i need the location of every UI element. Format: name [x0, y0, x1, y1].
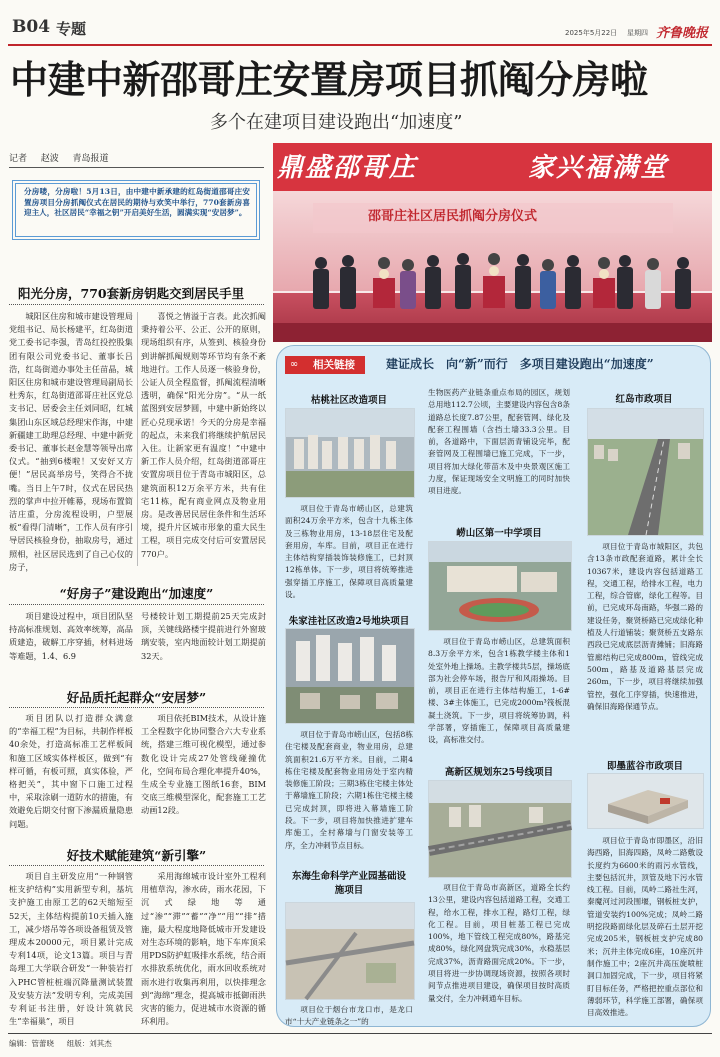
section2-col1: 项目建设过程中，项目团队坚持高标准规划、高效率统筹，高品质建造，破解工序穿插，材料进场等难题，1.4、6.9 [9, 611, 133, 661]
section1-col1: 城阳区住房和城市建设管理局党组书记、局长杨建平，红岛街道党工委书记李强，青岛红投控股集团有限公司党委书记、董事长吕浩，红岛街道办事处主任苗晶，城阳区住房和城市建设管理局副局长杜秀东，红岛街道邵哥庄社区党总支书记、居委会主任刘同昭，红城集团山东区域总经理宋作海，中建新疆建工助理总经理、中建中新党委书记、董事长赵金慧等领导出席仪式。“抽到6楼啦！又安好又方便！”居民高举房号，笑得合不拢嘴。当日上午7时，仪式在居民热烈的掌声中拉开帷幕，现场布置简洁庄重，分房流程设明，户型展板“看得门清晰”，工作人员有序引导居民核验身份，抽取房号，通过照相，社区居民选到了自己心仪的房子， [9, 311, 133, 572]
project-title: 朱家洼社区改造2号地块项目 [288, 616, 410, 627]
section3-col1: 项目团队以打造群众满意的“幸福工程”为目标，共制作样板40余处，打造高标准工艺样板间和施工区域实体样板区，做到“有样可循，有板可照，真实体验，严格把关”，其中窗下口施工过程中，采取涂刷一道防水的措施，有效避免后期交付窗下渗漏质量隐患问题。 [9, 713, 133, 829]
newspaper-logo: 齐鲁晚报 [656, 26, 709, 41]
banner-backdrop-text: 邵哥庄社区居民抓阄分房仪式 [368, 209, 538, 224]
project-photo [587, 773, 704, 829]
byline-name: 赵波 [40, 154, 59, 164]
section-name: 专题 [56, 20, 87, 38]
section4-col1: 项目自主研发应用“一种钢管桩支护结构”实用新型专利，基坑支护施工由原工艺的62天缩短至52天，主体结构提前10天插入施工，减少塔吊等各项设备租赁及管理成本20000元，项目累计完成专利14项，论文13篇。项目与青岛理工大学联合研发“一种装岩打入PHC管桩桩端沉降量测试装置及安装方法”发明专利，完成美国专利证书注册，好设计筑就民生“幸福巢”，项目 [9, 871, 133, 1027]
project-photo [285, 902, 415, 1000]
link-icon: ∞ [285, 356, 303, 374]
project-photo [285, 628, 415, 724]
section4-title: 好技术赋能建筑“新引擎” [66, 848, 207, 863]
project-photo [428, 541, 572, 631]
section2-col2: 号楼较计划工期提前25天完成封顶，关键线路楼宇提前进行外窗玻璃安装，室内地面较计划工期提前32天。 [141, 611, 266, 661]
editor-label: 编辑 [9, 1039, 24, 1048]
subheadline: 多个在建项目建设跑出“加速度” [210, 112, 463, 133]
project-text: 项目位于青岛市城阳区，共包含13条市政配套道路，累计全长10367米，建设内容包括道路工程，交通工程，给排水工程，电力工程，综合管廊，绿化工程等。目前，已完成环岛南路，华强二路的建设任务，聚贤桥路已完成绿化种植及人行道铺装；聚贤桥五支路东西段已完成底层沥青摊铺；旧海路管廊结构已完成800m，管线完成500m，路基及道路基层完成260m，下一步，项目将继续加强管控，强化工序穿插，快速推进，确保旧海路保通节点。 [587, 542, 703, 711]
issue-weekday: 星期四 [627, 29, 648, 37]
project-text-continued: 生物医药产业链条重点布局的园区，规划总用地112.7公顷，主要建设内容包含8条道路总长度7.87公里，配套管网、绿化及配套工程围墙（含挡土墙33.3公里。目前，各道路中，下面层沥青铺设完毕，配套管网及工程围墙已施工完成，下一步，项目将加大绿化带苗木及中央景观区施工力度，保证现场安全文明施工的同时加快项目进度。 [428, 388, 570, 496]
section1-col2: 喜悦之情溢于言表。此次抓阄秉持着公平、公正、公开的原则，现场组织有序，从签到、核验身份到讲解抓阄规则等环节均有条不紊地进行。工作人员逐一核验身份，公证人员全程监督，抓阄流程清晰透明，确保“阳光分房”。“从一纸蓝图到安居梦圆，中建中新始终以匠心兑现承诺！今天的分房是幸福的起点，未来我们将继续护航居民入住。让新家更有温度！”中建中新工作人员介绍，红岛街道邵哥庄安置房项目位于青岛市城阳区，总建筑面积12万余平方米，共有住宅11栋，配有商业网点及物业用房。是改善居民居住条件和生活环境，提升片区城市形象的重大民生工程，项目完成交付后可安置居民770户。 [141, 311, 266, 559]
project-text: 项目位于青岛市崂山区，总建筑面积24万余平方米，包含十九栋主体及三栋物业用房，13-18层住宅及配套用房，车库。目前，项目正在进行主体结构穿插装饰装修施工，已封顶12栋单体。下一步，项目将统筹推进强穿插工序施工，保障项目高质量建设。 [285, 504, 413, 600]
lead-text: 分房喽，分房啦！5月13日，由中建中新承建的红岛街道邵哥庄安置房项目分房抓阄仪式在居民的期待与欢笑中举行，770套新房喜迎主人，社区居民“幸福之钥”开启美好生活，圆满实现“安居梦”。 [24, 187, 250, 217]
section2-title: “好房子”建设跑出“加速度” [59, 586, 214, 601]
project-text: 项目位于青岛市高新区，道路全长约13公里，建设内容包括道路工程，交通工程，给水工程，排水工程，路灯工程，绿化工程。目前，项目桩基工程已完成100%，地下管线工程完成80%，路基完成80%，绿化网盘筑完成30%，水稳基层完成37%，沥青路面完成20%。下一步，项目将进一步协调现场资源，按照各项时间节点推进项目建设，确保项目按时高质量交付，全力冲刺通车目标。 [428, 883, 570, 1003]
project-title: 高新区规划东25号线项目 [444, 767, 554, 778]
masthead [0, 0, 720, 40]
masthead-rule [8, 44, 712, 46]
designer-label: 组版 [66, 1039, 82, 1048]
section1-title: 阳光分房，770套新房钥匙交到居民手里 [18, 286, 245, 301]
byline-rule [9, 167, 264, 168]
footer-rule [8, 1033, 712, 1034]
sidebar-title: 建证成长 向“新”而行 多项目建设跑出“加速度” [386, 357, 654, 371]
project-photo [428, 780, 572, 878]
project-title: 红岛市政项目 [615, 394, 673, 405]
project-text: 项目位于烟台市龙口市，是龙口市“十大产业链条之一”的 [285, 1005, 413, 1027]
byline-label: 记者 [9, 154, 28, 164]
section3-rule [9, 707, 264, 708]
headline: 中建中新邵哥庄安置房项目抓阄分房啦 [10, 57, 648, 102]
section1-divider [137, 312, 138, 566]
project-title: 即墨蓝谷市政项目 [606, 761, 683, 772]
project-photo [587, 408, 704, 536]
project-photo [285, 408, 415, 498]
section2-rule [9, 604, 264, 605]
project-text: 项目位于青岛市即墨区，沿旧海西路，旧海四路，凤岭二路敷设长度约为6600米的雨污水管线，主要包括沉井，顶管及地下污水管线工程。目前，凤岭二路社生河，秦魔河过河段围堰，钢板桩支护，管道安装约100%完成；凤岭二路明挖段路面绿化层及碎石土层开挖完成205米，钢板桩支护完成80米；沉井主体完成6座，10座沉井制作施工中；2座沉井高压旋喷桩洞口加固完成，下一步，项目将紧盯目标任务，严格把控重点部位和薄弱环节，科学施工部署，确保项目高效推进。 [587, 836, 703, 1018]
sidebar-badge [285, 356, 365, 374]
lead-box [12, 180, 260, 240]
banner-left: 鼎盛邵哥庄 [277, 153, 418, 183]
section1-rule [9, 304, 264, 305]
project-title: 东海生命科学产业园基础设施项目 [291, 871, 406, 896]
byline-suffix: 青岛报道 [72, 154, 109, 164]
project-text: 项目位于青岛市崂山区，总建筑面积8.3万余平方米，包含1栋教学楼主体和1处室外地上操场。主教学楼共5层，操场底部为社会停车场，报告厅和风雨操场。目前，项目正在进行主体结构施工，1-6#楼、3#主体施工，已完成2000m³筏板混凝土浇筑。下一步，项目将统筹协调，科学部署，穿插施工，保障项目高质量建设，高标准交付。 [428, 637, 570, 745]
byline [9, 151, 109, 164]
project-title: 枯桃社区改造项目 [310, 395, 387, 406]
project-title: 崂山区第一中学项目 [456, 528, 542, 539]
ceremony-photo [273, 143, 712, 342]
project-text: 项目位于青岛市崂山区，包括8栋住宅楼及配套商业，物业用房，总建筑面积21.6万平方米。目前，二期4栋住宅楼及配套物业用房处于室内精装修施工阶段；三期3栋住宅楼主体处于幕墙施工阶段；六期1栋住宅楼主楼已完成封顶，即将进入幕墙施工阶段。下一步，项目将加快推进扩建车库施工，全村幕墙与门窗安装等工序，全力冲刺节点目标。 [285, 730, 413, 850]
issue-date: 2025年5月22日 [565, 29, 618, 37]
editor-name: 管蕾晓 [31, 1039, 54, 1048]
footer-credits: 编辑：管蕾晓 组版：刘其杰 [9, 1039, 112, 1048]
banner-right: 家兴福满堂 [528, 153, 669, 183]
section3-title: 好品质托起群众“安居梦” [66, 690, 207, 705]
section4-rule [9, 865, 264, 866]
section3-col2: 项目依托BIM技术，从设计施工全程数字化协同整合六大专业系统，搭建三维可视化模型，通过参数化设计完成27处管线碰撞优化，空间布局合理化率提升40%，生成全专业施工图纸16套，BIM交底三维模型深化，配套施工工艺动画12段。 [141, 713, 266, 816]
badge-label: 相关链接 [303, 356, 365, 374]
designer-name: 刘其杰 [89, 1039, 112, 1048]
section4-col2: 采用海绵城市设计室外工程利用植草沟，渗水砖，雨水花园，下沉式绿地等通过“渗”“滞”“蓄”“净”“用”“排”措施，最大程度地降低城市开发建设对生态环境的影响，地下车库顶采用PDS防护虹吸排水系统，结合雨水排放系统优化，雨水回收系统对雨水进行收集再利用，以快排理念到“海绵”理念，提高城市抵御雨洪灾害的能力，促进城市水资源的循环利用。 [141, 871, 266, 1027]
page-code: B04 [12, 17, 51, 37]
